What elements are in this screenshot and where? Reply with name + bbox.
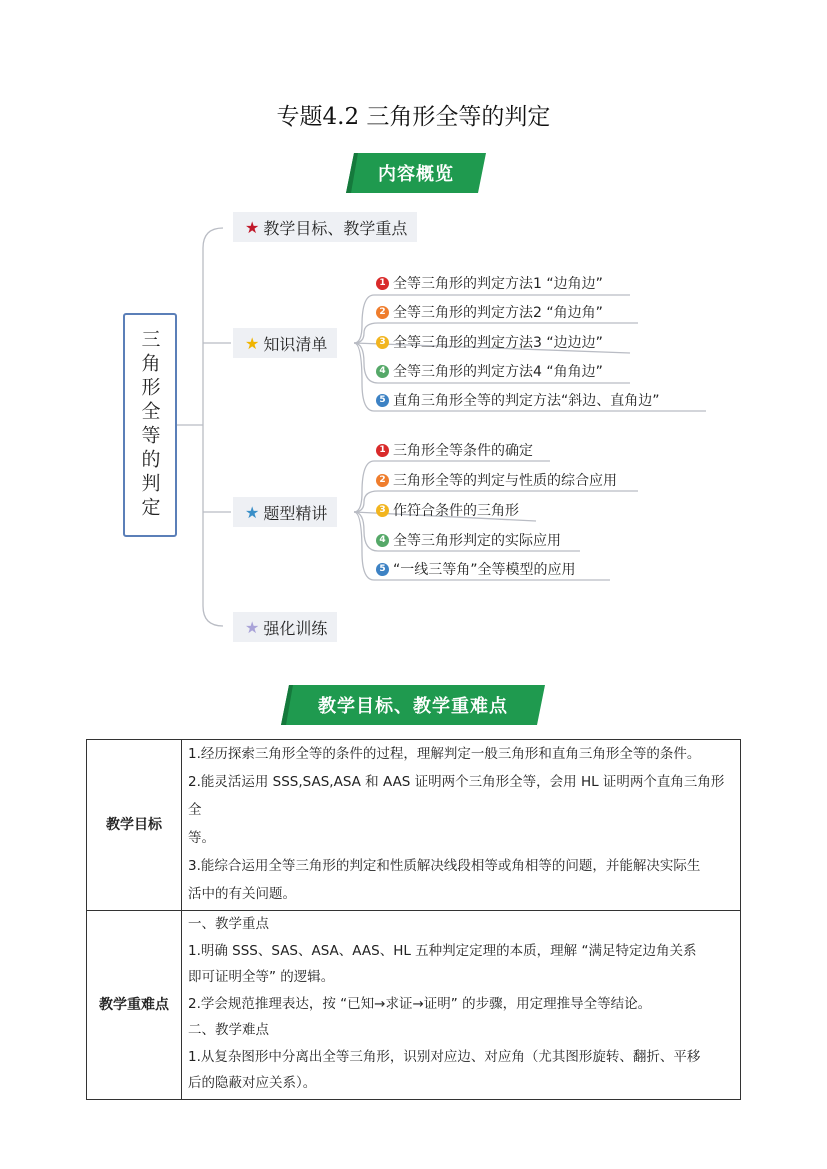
number-3-icon: 3 [376,504,389,517]
number-2-icon: 2 [376,474,389,487]
list-item: 1 三角形全等条件的确定 [376,440,533,460]
branch-practice [233,612,337,642]
mind-map-root [123,313,177,537]
list-item: 2 全等三角形的判定方法2 “角边角” [376,302,603,322]
row-content: 一、教学重点 1.明确 SSS、SAS、ASA、AAS、HL 五种判定定理的本质，理解 “满足特定边角关系 即可证明全等” 的逻辑。 2.学会规范推理表达，按 “已知→求证→证明” 的步骤，用定理推导全等结论。 二、教学难点 1.从复杂图形中分离出全等三角形，识别对应边、对应角（尤其图形旋转、翻折、平移 后的隐蔽对应关系）。 [182,911,741,1100]
list-item: 4 全等三角形的判定方法4 “角角边” [376,361,603,381]
objectives-banner-label: 教学目标、教学重难点 [318,696,508,717]
list-item: 5 “一线三等角”全等模型的应用 [376,559,576,579]
branch-label: 题型精讲 [263,503,328,523]
row-header: 教学重难点 [87,911,182,1100]
branch-knowledge [233,328,337,358]
branch-label: 知识清单 [263,334,328,354]
list-item: 1 全等三角形的判定方法1 “边角边” [376,273,603,293]
number-1-icon: 1 [376,277,389,290]
yellow-star-icon: ★ [245,333,260,353]
table-row [87,911,741,1100]
row-header: 教学目标 [87,740,182,911]
number-3-icon: 3 [376,336,389,349]
objectives-table [86,739,741,1100]
list-item: 2 三角形全等的判定与性质的综合应用 [376,470,617,490]
number-4-icon: 4 [376,365,389,378]
table-row [87,740,741,911]
list-item: 4 全等三角形判定的实际应用 [376,530,561,550]
row-content: 1.经历探索三角形全等的条件的过程，理解判定一般三角形和直角三角形全等的条件。 2.能灵活运用 SSS,SAS,ASA 和 AAS 证明两个三角形全等，会用 HL 证明两个直角三角形全 等。 3.能综合运用全等三角形的判定和性质解决线段相等或角相等的问题，并能解决实际生 活中的有关问题。 [182,740,741,911]
branch-label: 教学目标、教学重点 [263,218,408,238]
list-item: 5 直角三角形全等的判定方法“斜边、直角边” [376,390,660,410]
number-4-icon: 4 [376,534,389,547]
branch-objectives [233,212,417,242]
blue-star-icon: ★ [245,502,260,522]
branch-question-types [233,497,337,527]
lavender-star-icon: ★ [245,617,260,637]
number-5-icon: 5 [376,394,389,407]
list-item: 3 作符合条件的三角形 [376,500,519,520]
page-title: 专题4.2 三角形全等的判定 [276,104,551,130]
number-1-icon: 1 [376,444,389,457]
number-5-icon: 5 [376,563,389,576]
branch-label: 强化训练 [263,618,328,638]
overview-banner-label: 内容概览 [378,164,454,185]
number-2-icon: 2 [376,306,389,319]
list-item: 3 全等三角形的判定方法3 “边边边” [376,332,603,352]
red-star-icon: ★ [245,217,260,237]
mind-map-root-label: 三角形全等的判定 [138,329,161,521]
objectives-banner [281,685,545,725]
